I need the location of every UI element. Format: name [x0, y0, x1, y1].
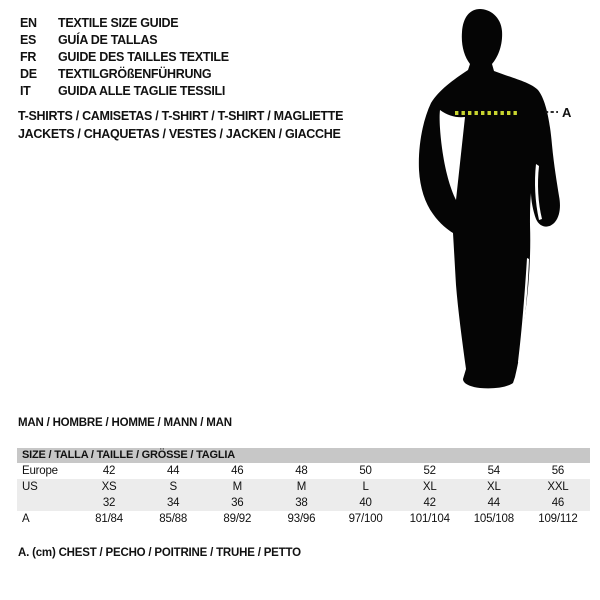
size-table-cell: 38 — [295, 497, 308, 509]
man-silhouette-body — [419, 9, 560, 388]
size-table-row — [17, 479, 590, 495]
size-table-row-label: US — [22, 481, 38, 493]
size-table-cell: S — [169, 481, 177, 493]
size-table-header: SIZE / TALLA / TAILLE / GRÖSSE / TAGLIA — [17, 448, 590, 463]
language-label: GUIDA ALLE TAGLIE TESSILI — [58, 84, 226, 98]
size-table-row — [17, 463, 590, 479]
size-table-cell: 93/96 — [287, 513, 316, 525]
size-table-row-label — [17, 495, 77, 511]
size-table-cell: 32 — [102, 497, 116, 509]
measure-label-a: A — [562, 105, 572, 120]
size-table-cell: 97/100 — [348, 513, 383, 525]
size-table-cell: 52 — [423, 465, 436, 477]
language-list — [20, 15, 229, 100]
size-table-cell: M — [232, 481, 242, 493]
size-table-rows — [17, 463, 590, 527]
size-table-cell: 46 — [551, 497, 565, 509]
size-table-cell: 105/108 — [473, 513, 514, 525]
size-table — [17, 448, 590, 527]
size-table-cell: 34 — [166, 497, 180, 509]
size-table-cell: 85/88 — [159, 513, 188, 525]
size-table-cell: 54 — [487, 465, 501, 477]
size-table-cell: 109/112 — [538, 513, 578, 525]
size-table-cell: 44 — [487, 497, 501, 509]
language-row — [20, 15, 229, 32]
language-code: EN — [20, 16, 37, 30]
section-title-man: MAN / HOMBRE / HOMME / MANN / MAN — [18, 417, 232, 429]
size-table-cell: 42 — [102, 465, 116, 477]
size-table-cell: 101/104 — [409, 513, 450, 525]
size-table-cell: 36 — [231, 497, 244, 509]
language-row — [20, 49, 229, 66]
size-table-cell: L — [362, 481, 369, 493]
category-line-tshirts: T-SHIRTS / CAMISETAS / T-SHIRT / T-SHIRT / MAGLIETTE — [18, 109, 344, 123]
category-lines — [18, 107, 343, 143]
size-table-cell: 81/84 — [95, 513, 123, 525]
language-code: IT — [20, 84, 31, 98]
size-table-row-label: A — [22, 513, 30, 525]
size-table-cell: 42 — [423, 497, 436, 509]
language-code: ES — [20, 33, 37, 47]
size-table-cell: 89/92 — [223, 513, 252, 525]
size-table-row — [17, 495, 590, 511]
size-table-cell: 56 — [551, 465, 565, 477]
size-table-cell: XL — [486, 481, 501, 493]
size-table-cell: M — [296, 481, 307, 493]
language-code: DE — [20, 67, 37, 81]
size-table-row-label: Europe — [22, 465, 58, 477]
size-table-row — [17, 511, 590, 527]
size-table-cell: 46 — [231, 465, 244, 477]
man-silhouette — [390, 0, 590, 400]
language-row — [20, 83, 229, 100]
size-table-cell: XXL — [547, 481, 569, 493]
measurement-footnote: A. (cm) CHEST / PECHO / POITRINE / TRUHE / PETTO — [18, 547, 301, 559]
size-table-cell: 44 — [166, 465, 180, 477]
size-table-cell: 50 — [359, 465, 372, 477]
language-label: GUIDE DES TAILLES TEXTILE — [58, 50, 229, 64]
category-line-jackets: JACKETS / CHAQUETAS / VESTES / JACKEN / GIACCHE — [18, 127, 341, 141]
language-code: FR — [20, 50, 37, 64]
language-label: TEXTILE SIZE GUIDE — [58, 16, 179, 30]
size-table-cell: 40 — [359, 497, 372, 509]
size-table-cell: 48 — [295, 465, 308, 477]
language-label: TEXTILGRÖßENFÜHRUNG — [58, 67, 212, 81]
size-table-cell: XL — [422, 481, 437, 493]
language-row — [20, 32, 229, 49]
language-row — [20, 66, 229, 83]
language-label: GUÍA DE TALLAS — [58, 33, 158, 47]
size-table-cell: XS — [101, 481, 117, 493]
